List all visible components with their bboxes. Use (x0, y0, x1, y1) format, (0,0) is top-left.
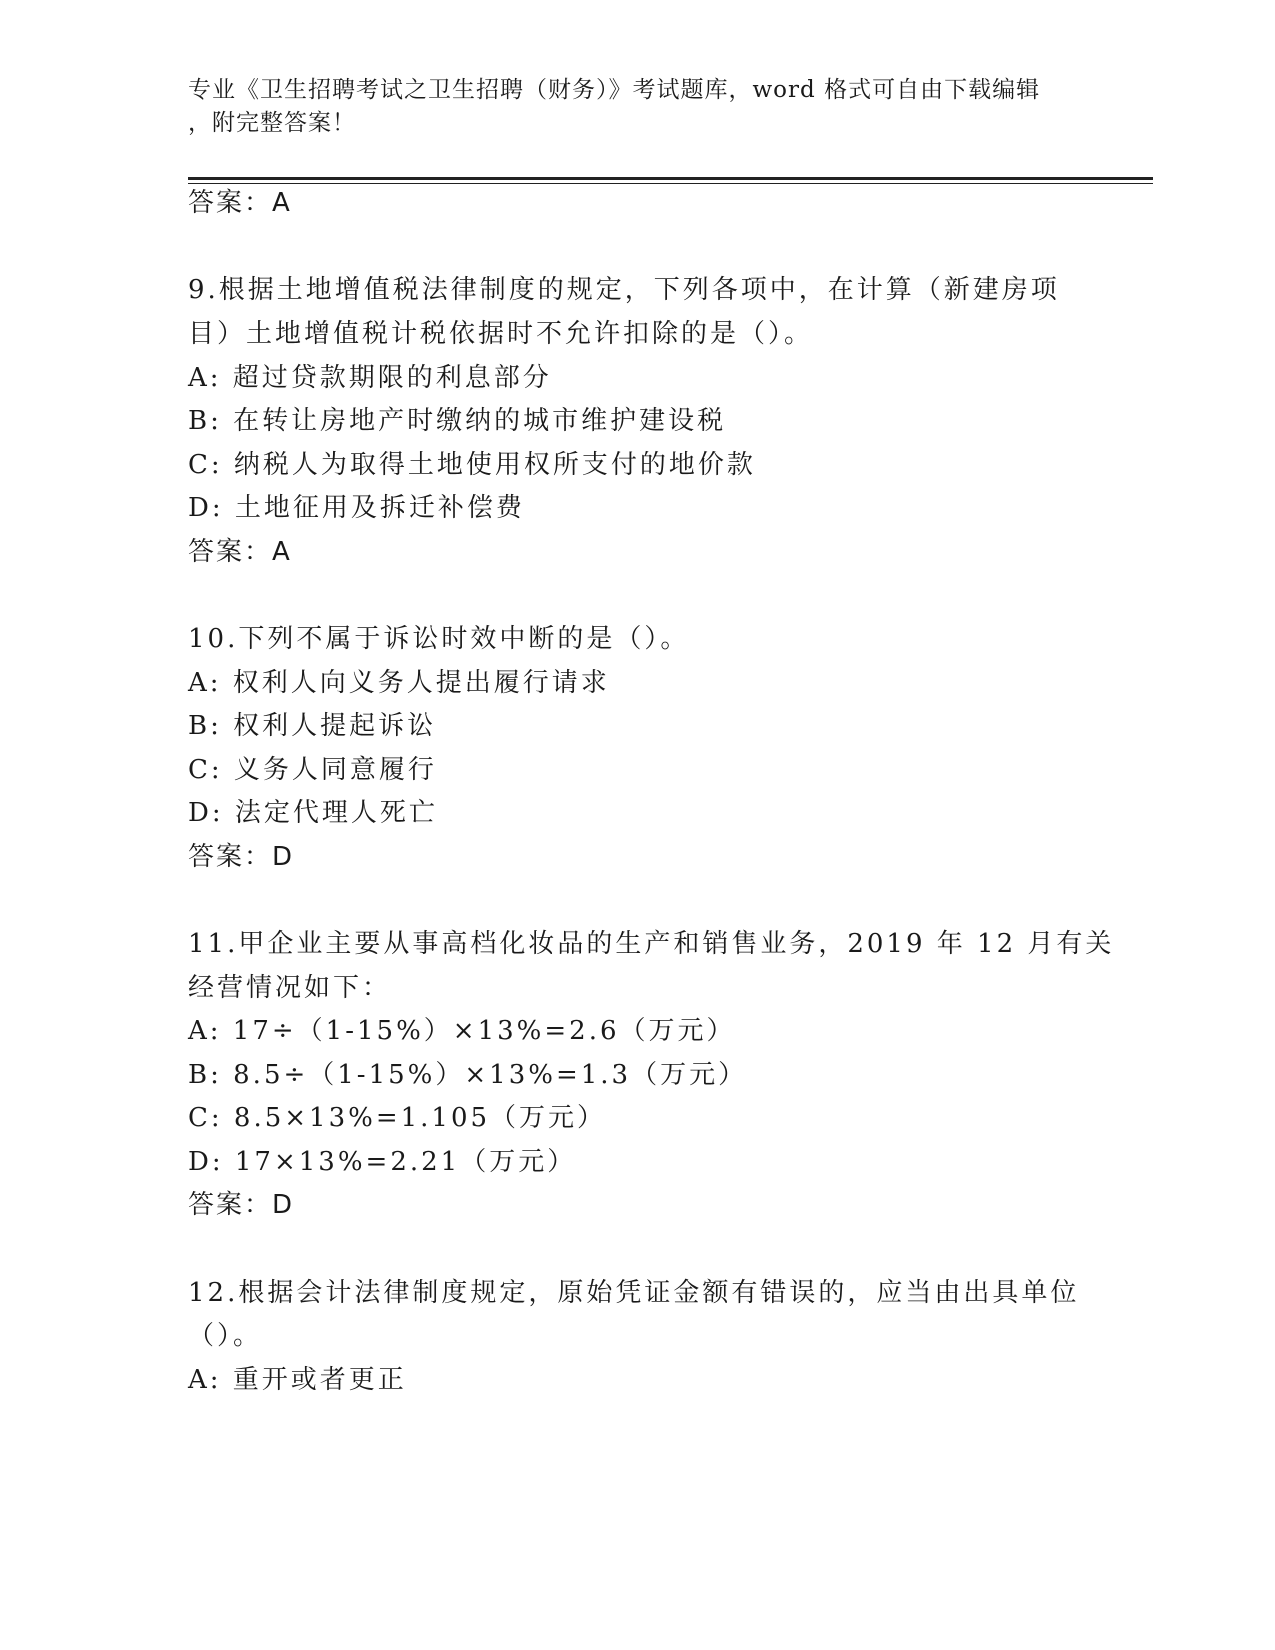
q11-stem-line-2: 经营情况如下： (188, 973, 392, 1003)
q12-stem-line-2: （）。 (188, 1321, 263, 1351)
q11-option-d: D: 17×13%=2.21（万元） (188, 1147, 577, 1177)
q9-option-d: D: 土地征用及拆迁补偿费 (188, 493, 525, 523)
q10-option-b: B: 权利人提起诉讼 (188, 711, 437, 741)
q9-option-a: A: 超过贷款期限的利息部分 (188, 363, 552, 393)
header-line-1: 专业《卫生招聘考试之卫生招聘（财务）》考试题库，word 格式可自由下载编辑 (188, 77, 1041, 103)
q9-option-b: B: 在转让房地产时缴纳的城市维护建设税 (188, 406, 727, 436)
previous-answer: 答案：A (188, 188, 292, 218)
q11-stem-line-1: 11.甲企业主要从事高档化妆品的生产和销售业务，2019 年 12 月有关 (188, 929, 1115, 959)
q9-option-c: C: 纳税人为取得土地使用权所支付的地价款 (188, 450, 756, 480)
q12-option-a: A: 重开或者更正 (188, 1365, 407, 1395)
q9-stem-line-2: 目）土地增值税计税依据时不允许扣除的是（）。 (188, 319, 814, 349)
q10-option-a: A: 权利人向义务人提出履行请求 (188, 668, 610, 698)
q11-option-c: C: 8.5×13%=1.105（万元） (188, 1103, 607, 1133)
header-line-2: ，附完整答案！ (188, 110, 356, 136)
q11-option-a: A: 17÷（1-15%）×13%=2.6（万元） (188, 1016, 736, 1046)
document-header (188, 74, 1068, 140)
q10-option-c: C: 义务人同意履行 (188, 755, 437, 785)
q10-option-d: D: 法定代理人死亡 (188, 798, 438, 828)
q11-option-b: B: 8.5÷（1-15%）×13%=1.3（万元） (188, 1060, 748, 1090)
q10-answer: 答案：D (188, 842, 295, 872)
q11-answer: 答案：D (188, 1190, 295, 1220)
q10-stem-line-1: 10.下列不属于诉讼时效中断的是（）。 (188, 624, 690, 654)
q9-stem-line-1: 9.根据土地增值税法律制度的规定，下列各项中，在计算（新建房项 (188, 275, 1060, 305)
q12-stem-line-1: 12.根据会计法律制度规定，原始凭证金额有错误的，应当由出具单位 (188, 1278, 1080, 1308)
header-rule-thick (188, 177, 1153, 180)
q9-answer: 答案：A (188, 537, 292, 567)
header-rule-thin (188, 183, 1153, 184)
